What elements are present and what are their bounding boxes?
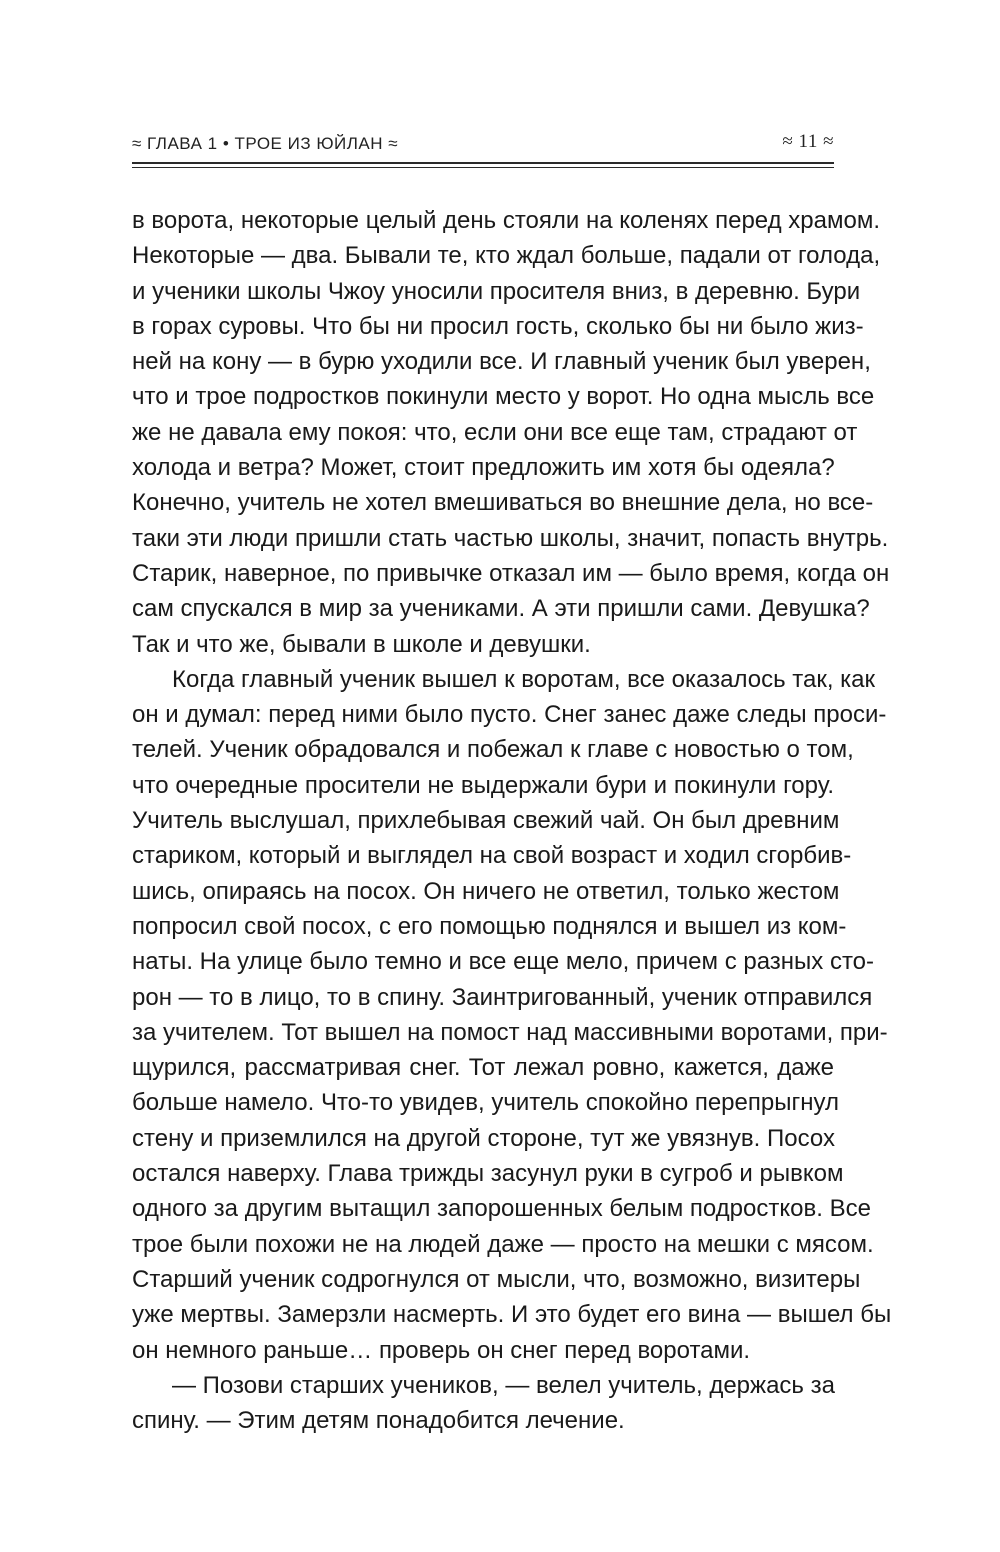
header-rule-thin (132, 167, 834, 168)
body-text (132, 203, 892, 1438)
running-head (132, 130, 834, 156)
text-line: наты. На улице было темно и все еще мело, причем с разных сто- (132, 948, 875, 976)
text-line: в ворота, некоторые целый день стояли на коленях перед храмом. (132, 207, 880, 234)
text-line: он и думал: перед ними было пусто. Снег занес даже следы проси- (132, 701, 887, 729)
text-line: щурился, рассматривая снег. Тот лежал ровно, кажется, даже (132, 1054, 834, 1082)
text-line: же не давала ему покоя: что, если они все еще там, страдают от (132, 418, 858, 446)
header-rule-thick (132, 162, 834, 164)
text-line: остался наверху. Глава трижды засунул руки в сугроб и рывком (132, 1160, 844, 1188)
text-line: попросил свой посох, с его помощью поднялся и вышел из ком- (132, 912, 847, 940)
text-line: таки эти люди пришли стать частью школы, значит, попасть внутрь. (132, 524, 889, 552)
text-line: за учителем. Тот вышел на помост над массивными воротами, при- (132, 1018, 888, 1046)
page-number: ≈ 11 ≈ (782, 131, 834, 152)
text-line: уже мертвы. Замерзли насмерть. И это будет его вина — вышел бы (132, 1301, 892, 1329)
text-line: ней на кону — в бурю уходили все. И главный ученик был уверен, (132, 348, 871, 376)
text-line: сам спускался в мир за учениками. А эти пришли сами. Девушка? (132, 595, 870, 623)
text-line: стену и приземлился на другой стороне, тут же увязнув. Посох (132, 1124, 835, 1152)
text-line: — Позови старших учеников, — велел учитель, держась за (172, 1371, 835, 1399)
text-line: он немного раньше… проверь он снег перед воротами. (132, 1336, 751, 1364)
text-line: одного за другим вытащил запорошенных белым подростков. Все (132, 1195, 871, 1223)
text-line: что очередные просители не выдержали бури и покинули гору. (132, 771, 834, 799)
text-line: шись, опираясь на посох. Он ничего не ответил, только жестом (132, 877, 840, 905)
text-line: телей. Ученик обрадовался и побежал к главе с новостью о том, (132, 736, 854, 764)
text-line: Старик, наверное, по привычке отказал им — было время, когда он (132, 559, 890, 587)
text-line: спину. — Этим детям понадобится лечение. (132, 1407, 625, 1435)
text-line: больше намело. Что-то увидев, учитель спокойно перепрыгнул (132, 1089, 839, 1117)
text-line: Когда главный ученик вышел к воротам, все оказалось так, как (172, 665, 876, 693)
text-line: и ученики школы Чжоу уносили просителя вниз, в деревню. Бури (132, 277, 861, 305)
text-line: стариком, который и выглядел на свой возраст и ходил сгорбив- (132, 842, 852, 870)
text-line: Старший ученик содрогнулся от мысли, что, возможно, визитеры (132, 1265, 861, 1293)
text-line: Некоторые — два. Бывали те, кто ждал больше, падали от голода, (132, 242, 881, 270)
text-line: Конечно, учитель не хотел вмешиваться во внешние дела, но все- (132, 489, 874, 517)
text-line: рон — то в лицо, то в спину. Заинтригованный, ученик отправился (132, 983, 873, 1011)
chapter-title: ≈ ГЛАВА 1 • ТРОЕ ИЗ ЮЙЛАН ≈ (132, 134, 399, 153)
text-line: Так и что же, бывали в школе и девушки. (132, 630, 591, 658)
text-line: трое были похожи не на людей даже — просто на мешки с мясом. (132, 1230, 874, 1258)
text-line: Учитель выслушал, прихлебывая свежий чай. Он был древним (132, 807, 840, 835)
text-line: что и трое подростков покинули место у ворот. Но одна мысль все (132, 383, 875, 411)
text-line: в горах суровы. Что бы ни просил гость, сколько бы ни было жиз- (132, 312, 864, 340)
text-line: холода и ветра? Может, стоит предложить им хотя бы одеяла? (132, 454, 835, 482)
